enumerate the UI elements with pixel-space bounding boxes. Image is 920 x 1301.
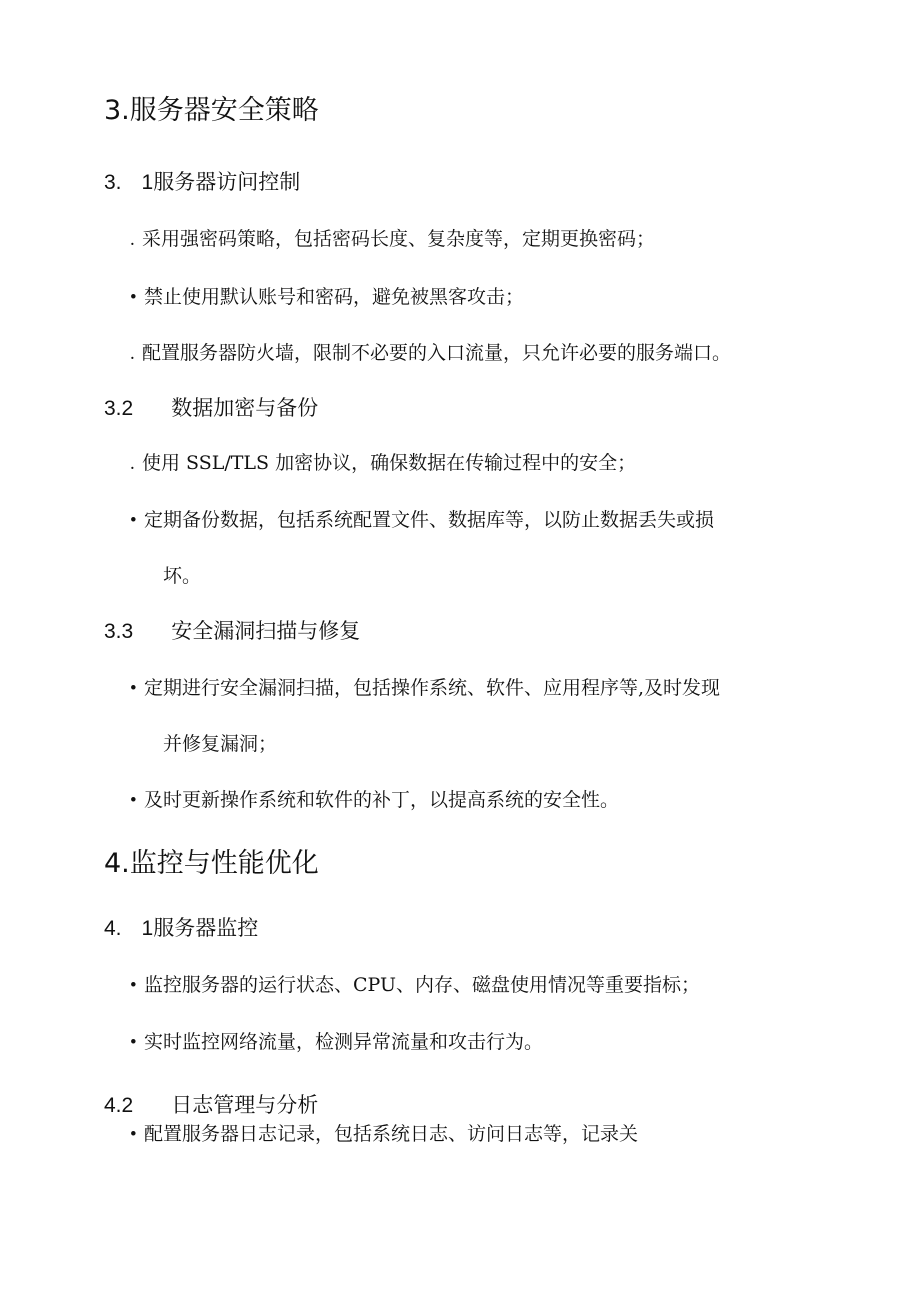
list-marker: •: [130, 287, 137, 308]
list-item: [130, 340, 731, 367]
section-number: 3.: [104, 171, 122, 194]
list-marker: •: [130, 975, 137, 996]
list-item: [130, 675, 720, 702]
list-marker: •: [130, 1124, 137, 1145]
list-item-text: 监控服务器的运行状态、CPU、内存、磁盘使用情况等重要指标；: [144, 974, 701, 996]
section-subnumber: 1: [141, 171, 154, 194]
section-3-3-heading: [104, 617, 360, 646]
section-subnumber: 1: [141, 917, 154, 940]
list-item: [130, 284, 524, 311]
list-item: [130, 507, 714, 534]
list-item: [130, 450, 636, 477]
section-4-2-heading: [104, 1091, 318, 1120]
section-4-heading: 4.监控与性能优化: [104, 848, 319, 879]
list-item: [130, 787, 619, 814]
section-title: 服务器监控: [153, 916, 259, 940]
list-item-text: 实时监控网络流量，检测异常流量和攻击行为。: [144, 1031, 544, 1053]
list-marker: •: [130, 510, 137, 531]
list-item: [130, 1121, 638, 1148]
list-marker: •: [130, 678, 137, 699]
list-item-continuation: 坏。: [163, 565, 202, 587]
list-marker: .: [130, 229, 135, 250]
section-3-2-heading: [104, 394, 318, 423]
section-title: 日志管理与分析: [171, 1093, 319, 1117]
section-3-heading: 3.服务器安全策略: [104, 95, 319, 126]
list-item-text: 配置服务器防火墙，限制不必要的入口流量，只允许必要的服务端口。: [142, 342, 732, 364]
list-item-text: 禁止使用默认账号和密码，避免被黑客攻击；: [144, 286, 525, 308]
list-item: [130, 972, 700, 999]
section-number: 4.2: [104, 1094, 134, 1117]
section-4-1-heading: [104, 914, 258, 943]
list-item-text: 定期备份数据，包括系统配置文件、数据库等，以防止数据丢失或损: [144, 509, 715, 531]
list-marker: .: [130, 343, 135, 364]
list-item-continuation: 并修复漏洞；: [163, 733, 278, 755]
section-number: 4.: [104, 917, 122, 940]
list-marker: .: [130, 453, 135, 474]
list-item-text: 采用强密码策略，包括密码长度、复杂度等，定期更换密码；: [142, 228, 656, 250]
list-item-text: 配置服务器日志记录，包括系统日志、访问日志等，记录关: [144, 1123, 639, 1145]
section-title: 数据加密与备份: [171, 396, 319, 420]
section-number: 3.3: [104, 620, 134, 643]
section-title: 安全漏洞扫描与修复: [171, 619, 361, 643]
list-item-text: 及时更新操作系统和软件的补丁，以提高系统的安全性。: [144, 789, 620, 811]
section-3-1-heading: [104, 168, 300, 197]
list-marker: •: [130, 1032, 137, 1053]
section-number: 3.2: [104, 397, 134, 420]
list-item-text: 使用 SSL/TLS 加密协议，确保数据在传输过程中的安全；: [142, 452, 637, 474]
section-title: 服务器访问控制: [153, 170, 301, 194]
list-item: [130, 226, 655, 253]
list-marker: •: [130, 790, 137, 811]
list-item-text: 定期进行安全漏洞扫描，包括操作系统、软件、应用程序等,及时发现: [144, 677, 721, 699]
list-item: [130, 1029, 543, 1056]
